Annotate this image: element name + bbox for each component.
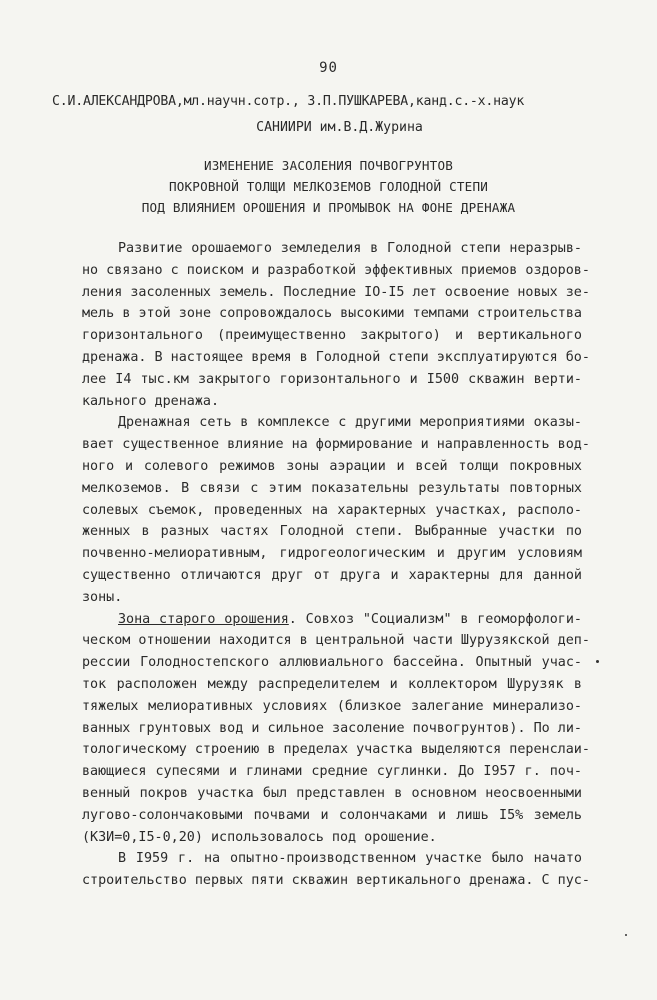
text-line: но связано с поиском и разработкой эффективных приемов оздоров- (82, 262, 590, 278)
text-line: почвенно-мелиоративным, гидрогеологическим и другим условиям (82, 546, 582, 562)
text-fragment: . Совхоз "Социализм" в геоморфологи- (288, 611, 582, 627)
text-line: вает существенное влияние на формирование и направленность вод- (82, 437, 590, 453)
text-line: существенно отличаются друг от друга и характерны для данной (82, 567, 582, 583)
text-line: ного и солевого режимов зоны аэрации и всей толщи покровных (82, 458, 582, 474)
text-line: Дренажная сеть в комплексе с другими мероприятиями оказы- (118, 415, 582, 431)
article-title (0, 155, 657, 218)
text-line: венный покров участка был представлен в основном неосвоенными (82, 785, 582, 801)
title-line: ПОКРОВНОЙ ТОЛЩИ МЕЛКОЗЕМОВ ГОЛОДНОЙ СТЕПИ (168, 179, 489, 194)
title-line: ИЗМЕНЕНИЕ ЗАСОЛЕНИЯ ПОЧВОГРУНТОВ (203, 158, 454, 173)
section-heading-underlined: Зона старого орошения (118, 611, 289, 627)
text-line (82, 609, 582, 631)
text-line: тяжелых мелиоративных условиях (близкое залегание минерализо- (82, 698, 582, 714)
institution-line: САНИИРИ им.В.Д.Журина (256, 120, 423, 135)
authors-line: С.И.АЛЕКСАНДРОВА,мл.научн.сотр., З.П.ПУШКАРЕВА,канд.с.-х.наук (52, 94, 525, 109)
text-line: мель в этой зоне сопровождалось высокими темпами строительства (82, 306, 582, 322)
text-line: тологическому строению в пределах участка выделяются перенслаи- (82, 742, 590, 758)
text-line: рессии Голодностепского аллювиального бассейна. Опытный учас- (82, 655, 582, 671)
text-line: строительство первых пяти скважин вертикального дренажа. С пус- (82, 873, 590, 889)
text-line: лугово-солончаковыми почвами и солончаками и лишь I5% земель (82, 807, 582, 823)
page-number: 90 (319, 60, 338, 76)
text-line: лее I4 тыс.км закрытого горизонтального и I500 скважин верти- (82, 371, 582, 387)
article-body (82, 238, 590, 892)
text-line: горизонтального (преимущественно закрытого) и вертикального (82, 328, 582, 344)
text-line: В I959 г. на опытно-производственном участке было начато (118, 851, 582, 867)
text-line: ванных грунтовых вод и сильное засоление почвогрунтов). По ли- (82, 720, 582, 736)
text-line: ления засоленных земель. Последние IO-I5 лет освоение новых зе- (82, 284, 590, 300)
text-line: ток расположен между распределителем и коллектором Шурузяк в (82, 676, 582, 692)
text-line: ческом отношении находится в центральной части Шурузякской деп- (82, 633, 590, 649)
text-line: Развитие орошаемого земледелия в Голодной степи неразрыв- (118, 241, 582, 256)
scan-speck (596, 660, 599, 663)
text-line: солевых съемок, проведенных на характерных участках, располо- (82, 502, 582, 518)
text-line: мелкоземов. В связи с этим показательны результаты повторных (82, 480, 582, 496)
title-line: ПОД ВЛИЯНИЕМ ОРОШЕНИЯ И ПРОМЫВОК НА ФОНЕ ДРЕНАЖА (141, 200, 516, 215)
text-line: зоны. (82, 589, 123, 605)
text-line: женных в разных частях Голодной степи. Выбранные участки по (82, 524, 582, 540)
text-line: дренажа. В настоящее время в Голодной степи эксплуатируются бо- (82, 349, 590, 365)
text-line: кального дренажа. (82, 393, 220, 409)
scan-speck (625, 934, 627, 936)
text-line: (КЗИ=0,I5-0,20) использовалось под орошение. (82, 829, 437, 845)
text-line: вающиеся супесями и глинами средние суглинки. До I957 г. поч- (82, 764, 582, 780)
